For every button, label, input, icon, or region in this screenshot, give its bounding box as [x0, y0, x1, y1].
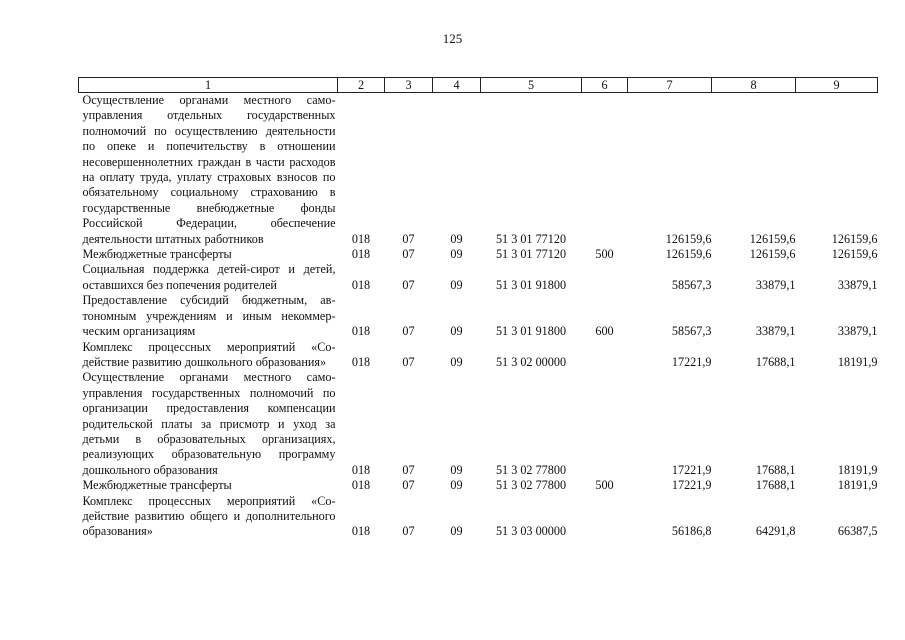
cell-expense-type: [582, 370, 628, 478]
cell-expense-type: 600: [595, 324, 614, 339]
header-col-4: 4: [433, 78, 481, 93]
row-name: Межбюджетные трансферты: [82, 247, 232, 262]
cell-subsection: 09: [450, 478, 463, 493]
cell-subsection: 09: [450, 462, 463, 477]
cell-amount-year-1: 126159,6: [665, 231, 712, 246]
cell-target-article: 51 3 01 91800: [495, 277, 567, 292]
cell-ministry-code: 018: [351, 478, 371, 493]
cell-section: 07: [402, 462, 415, 477]
cell-amount-year-2: 64291,8: [755, 524, 796, 539]
cell-amount-year-3: 18191,9: [837, 478, 878, 493]
budget-table: [78, 77, 878, 540]
cell-amount-year-1: 17221,9: [671, 462, 712, 477]
cell-amount-year-1: 17221,9: [671, 354, 712, 369]
cell-ministry-code: 018: [351, 277, 371, 292]
cell-subsection: 09: [450, 277, 463, 292]
cell-amount-year-3: 33879,1: [837, 277, 878, 292]
page-number: 125: [442, 31, 463, 46]
cell-expense-type: [582, 494, 628, 540]
row-name: Межбюджетные трансферты: [82, 478, 232, 493]
header-row: [79, 78, 878, 93]
cell-target-article: 51 3 01 91800: [495, 324, 567, 339]
cell-amount-year-1: 58567,3: [671, 277, 712, 292]
cell-amount-year-2: 17688,1: [755, 354, 796, 369]
table-row: [79, 293, 878, 339]
cell-target-article: 51 3 03 00000: [495, 524, 567, 539]
header-col-5: 5: [481, 78, 582, 93]
table-row: [79, 262, 878, 293]
cell-amount-year-2: 33879,1: [755, 324, 796, 339]
cell-amount-year-2: 33879,1: [755, 277, 796, 292]
cell-section: 07: [402, 354, 415, 369]
header-col-1: 1: [79, 78, 338, 93]
cell-section: 07: [402, 247, 415, 262]
cell-section: 07: [402, 231, 415, 246]
cell-target-article: 51 3 01 77120: [495, 247, 567, 262]
cell-expense-type: [582, 262, 628, 293]
cell-section: 07: [402, 524, 415, 539]
cell-ministry-code: 018: [351, 462, 371, 477]
cell-amount-year-3: 126159,6: [831, 231, 878, 246]
cell-ministry-code: 018: [351, 231, 371, 246]
cell-amount-year-3: 126159,6: [831, 247, 878, 262]
table-row: [79, 340, 878, 371]
header-col-8: 8: [712, 78, 796, 93]
cell-expense-type: [582, 93, 628, 248]
header-col-6: 6: [582, 78, 628, 93]
header-col-2: 2: [338, 78, 385, 93]
row-name: Социальная поддержка детей-сирот и детей, оставшихся без попечения родителей: [82, 262, 336, 292]
cell-target-article: 51 3 02 00000: [495, 354, 567, 369]
table-row: [79, 93, 878, 248]
cell-amount-year-3: 66387,5: [837, 524, 878, 539]
table-row: [79, 478, 878, 493]
cell-subsection: 09: [450, 324, 463, 339]
row-name: Осуществление органами местного самоуправления отдельных государственных полномочий по осуществлению деятельности по опеке и попечительству в отношении несовершеннолетних граждан в части расходов на оплату труда, уплату страховых взносов по обязательному социальному страхованию в государственные внебюджетные фонды Российской Федерации, обеспечение деятельности штатных работников: [82, 93, 336, 246]
cell-amount-year-1: 56186,8: [671, 524, 712, 539]
cell-target-article: 51 3 02 77800: [495, 478, 567, 493]
cell-ministry-code: 018: [351, 247, 371, 262]
cell-ministry-code: 018: [351, 354, 371, 369]
cell-subsection: 09: [450, 247, 463, 262]
cell-amount-year-3: 18191,9: [837, 462, 878, 477]
cell-target-article: 51 3 01 77120: [495, 231, 567, 246]
row-name: Предоставление субсидий бюджетным, автономным учреждениям и иным некоммерческим организациям: [82, 293, 336, 339]
cell-subsection: 09: [450, 354, 463, 369]
cell-ministry-code: 018: [351, 524, 371, 539]
cell-target-article: 51 3 02 77800: [495, 462, 567, 477]
cell-amount-year-2: 17688,1: [755, 462, 796, 477]
cell-amount-year-1: 126159,6: [665, 247, 712, 262]
cell-ministry-code: 018: [351, 324, 371, 339]
cell-subsection: 09: [450, 524, 463, 539]
cell-amount-year-2: 126159,6: [749, 231, 796, 246]
row-name: Осуществление органами местного самоуправления государственных полномочий по организации предоставления компенсации родительской платы за присмотр и уход за детьми в образовательных организациях, реализующих образовательную программу дошкольного образования: [82, 370, 336, 477]
cell-expense-type: 500: [595, 478, 614, 493]
cell-amount-year-1: 17221,9: [671, 478, 712, 493]
cell-subsection: 09: [450, 231, 463, 246]
header-col-7: 7: [628, 78, 712, 93]
cell-amount-year-3: 18191,9: [837, 354, 878, 369]
cell-expense-type: 500: [595, 247, 614, 262]
cell-expense-type: [582, 340, 628, 371]
cell-amount-year-2: 17688,1: [755, 478, 796, 493]
header-col-3: 3: [385, 78, 433, 93]
cell-amount-year-3: 33879,1: [837, 324, 878, 339]
table-row: [79, 494, 878, 540]
row-name: Комплекс процессных мероприятий «Содействие развитию дошкольного образования»: [82, 339, 336, 369]
cell-section: 07: [402, 277, 415, 292]
cell-section: 07: [402, 324, 415, 339]
table-row: [79, 247, 878, 262]
cell-amount-year-2: 126159,6: [749, 247, 796, 262]
header-col-9: 9: [796, 78, 878, 93]
table-row: [79, 370, 878, 478]
row-name: Комплекс процессных мероприятий «Содействие развитию общего и дополнительного образования»: [82, 493, 336, 539]
cell-amount-year-1: 58567,3: [671, 324, 712, 339]
cell-section: 07: [402, 478, 415, 493]
